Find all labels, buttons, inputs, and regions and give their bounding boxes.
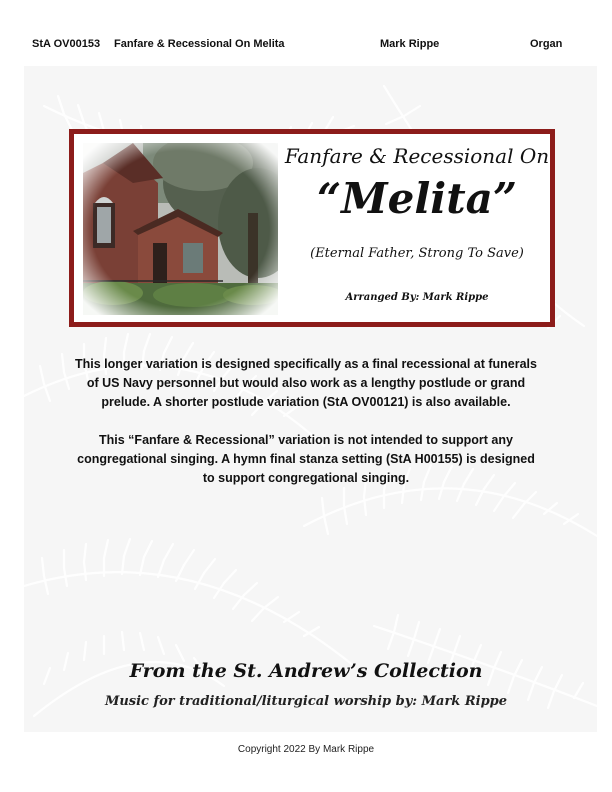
header-instrument: Organ (530, 38, 563, 50)
cover-main-title: “Melita” (316, 174, 518, 223)
church-oak-tree-image (83, 143, 278, 315)
catalog-code: StA OV00153 (32, 38, 101, 50)
description-paragraph-1: This longer variation is designed specifically as a final recessional at funerals of US Navy personnel but would also work as a lengthy postlude or grand prelude. A shorter postlude variation (StA OV00121) is also available. (75, 357, 537, 409)
header-title: Fanfare & Recessional On Melita (114, 38, 285, 50)
header-composer: Mark Rippe (380, 38, 440, 50)
cover-title-text (284, 134, 550, 322)
cover-title-box (69, 129, 555, 327)
cover-arranger: Arranged By: Mark Rippe (345, 292, 489, 303)
page-header (32, 38, 580, 54)
cover-title-line: Fanfare & Recessional On (284, 144, 550, 168)
church-photo (83, 143, 278, 315)
cover-subtitle: (Eternal Father, Strong To Save) (310, 246, 524, 261)
copyright-notice: Copyright 2022 By Mark Rippe (237, 744, 375, 755)
collection-title: From the St. Andrew’s Collection (129, 660, 483, 682)
collection-tagline: Music for traditional/liturgical worship by: Mark Rippe (104, 694, 508, 709)
description-paragraph-2: This “Fanfare & Recessional” variation is not intended to support any congregational singing. A hymn final stanza setting (StA H00155) is designed to support congregational singing. (77, 433, 535, 485)
